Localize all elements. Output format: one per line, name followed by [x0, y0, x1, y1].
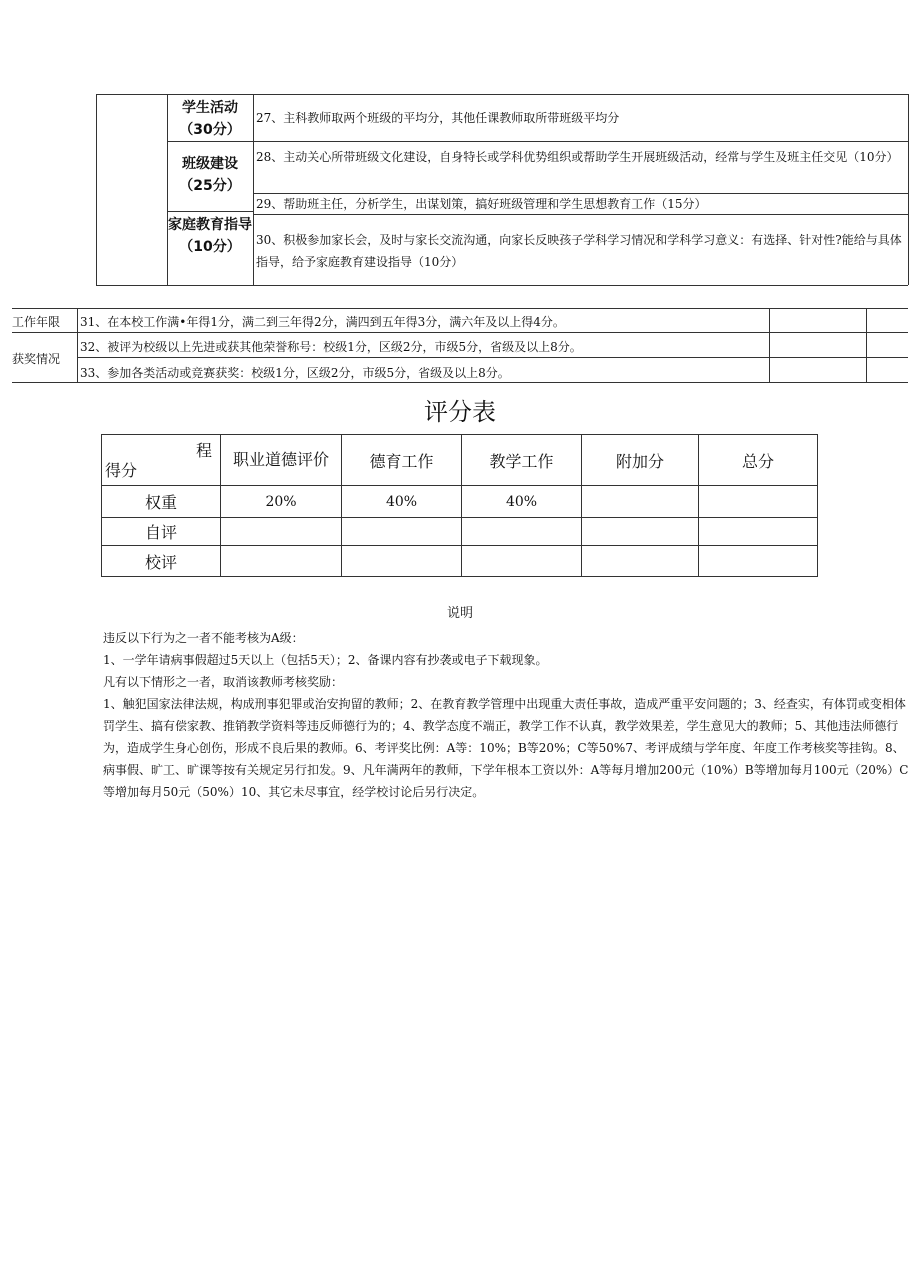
school-teaching-cell[interactable] — [462, 546, 582, 577]
category-family-guidance: 家庭教育指导（10分） — [168, 217, 252, 255]
table-divider — [77, 308, 78, 382]
item-29: 29、帮助班主任，分析学生，出谋划策，搞好班级管理和学生思想教育工作（15分） — [256, 197, 707, 211]
table-border-top — [12, 308, 908, 309]
row-label-self: 自评 — [102, 518, 221, 546]
header-moral-education: 德育工作 — [342, 435, 462, 486]
notes-heading: 说明 — [446, 606, 473, 621]
item-33: 33、参加各类活动或竞赛获奖：校级1分，区级2分，市级5分，省级及以上8分。 — [80, 366, 510, 380]
weight-teaching: 40% — [462, 486, 582, 518]
self-bonus-cell[interactable] — [582, 518, 699, 546]
category-awards: 获奖情况 — [12, 352, 61, 366]
table-border-left — [96, 94, 97, 285]
table-row — [102, 546, 818, 577]
self-teaching-cell[interactable] — [462, 518, 582, 546]
notes-paragraph: 凡有以下情形之一者，取消该教师考核奖励： — [103, 675, 344, 689]
school-moral-education-cell[interactable] — [342, 546, 462, 577]
table-divider — [167, 141, 253, 142]
score-table — [101, 434, 818, 577]
notes-paragraph: 1、触犯国家法律法规，构成刑事犯罪或治安拘留的教师；2、在教育教学管理中出现重大责任事故，造成严重平安问题的；3、经查实，有体罚或变相体罚学生、搞有偿家教、推销教学资料等违反师德行为的；4、教学态度不端正，教学工作不认真，教学效果差，学生意见大的教师；5、其他违法师德行为，造成学生身心创伤，形成不良后果的教师。6、考评奖比例：A等：10%；B等20%；C等50%7、考评成绩与学年度、年度工作考核奖等挂钩。8、病事假、旷工、旷课等按有关规定另行扣发。9、凡年满两年的教师，下学年根本工资以外：A等每月增加200元（10%）B等增加每月100元（20%）C等增加每月50元（50%）10、其它未尽事宜，经学校讨论后另行决定。 — [103, 697, 909, 799]
category-class-building: 班级建设（25分） — [179, 156, 241, 194]
score-table-title: 评分表 — [424, 398, 496, 426]
table-row — [102, 518, 818, 546]
row-label-school: 校评 — [102, 546, 221, 577]
category-student-activity: 学生活动（30分） — [179, 100, 241, 138]
self-total-cell[interactable] — [699, 518, 818, 546]
header-total: 总分 — [699, 435, 818, 486]
table-divider — [167, 211, 253, 212]
school-total-cell[interactable] — [699, 546, 818, 577]
item-28: 28、主动关心所带班级文化建设，自身特长或学科优势组织或帮助学生开展班级活动，经常与学生及班主任交见（10分） — [256, 150, 899, 164]
item-27: 27、主科教师取两个班级的平均分，其他任课教师取所带班级平均分 — [256, 111, 620, 125]
notes-paragraph: 1、一学年请病事假超过5天以上（包括5天）；2、备课内容有抄袭或电子下载现象。 — [103, 653, 548, 667]
weight-ethics: 20% — [221, 486, 342, 518]
corner-header-bottom: 得分 — [105, 461, 138, 480]
item-31: 31、在本校工作满•年得1分，满二到三年得2分，满四到五年得3分，满六年及以上得4分。 — [80, 315, 565, 329]
header-ethics: 职业道德评价 — [221, 435, 342, 486]
table-divider — [253, 141, 908, 142]
item-30: 30、积极参加家长会，及时与家长交流沟通，向家长反映孩子学科学习情况和学科学习意义：有选择、针对性?能给与具体指导，给予家庭教育建设指导（10分） — [256, 233, 902, 269]
row-label-weight: 权重 — [102, 486, 221, 518]
table-row — [102, 435, 818, 486]
school-ethics-cell[interactable] — [221, 546, 342, 577]
weight-moral-education: 40% — [342, 486, 462, 518]
table-border-bottom — [96, 285, 908, 286]
item-32: 32、被评为校级以上先进或获其他荣誉称号：校级1分，区级2分，市级5分，省级及以上8分。 — [80, 340, 582, 354]
table-row — [102, 486, 818, 518]
notes-body — [103, 627, 909, 803]
notes-paragraph: 违反以下行为之一者不能考核为A级： — [103, 631, 304, 645]
weight-bonus — [582, 486, 699, 518]
corner-header-top: 程 — [195, 441, 212, 460]
self-ethics-cell[interactable] — [221, 518, 342, 546]
weight-total — [699, 486, 818, 518]
corner-header-cell — [102, 435, 221, 486]
header-teaching: 教学工作 — [462, 435, 582, 486]
table-divider — [866, 308, 867, 382]
school-bonus-cell[interactable] — [582, 546, 699, 577]
table-border-top — [96, 94, 908, 95]
category-work-years: 工作年限 — [12, 315, 61, 329]
header-bonus: 附加分 — [582, 435, 699, 486]
table-border-right — [908, 94, 909, 285]
table-divider — [253, 94, 254, 285]
self-moral-education-cell[interactable] — [342, 518, 462, 546]
table-divider — [769, 308, 770, 382]
